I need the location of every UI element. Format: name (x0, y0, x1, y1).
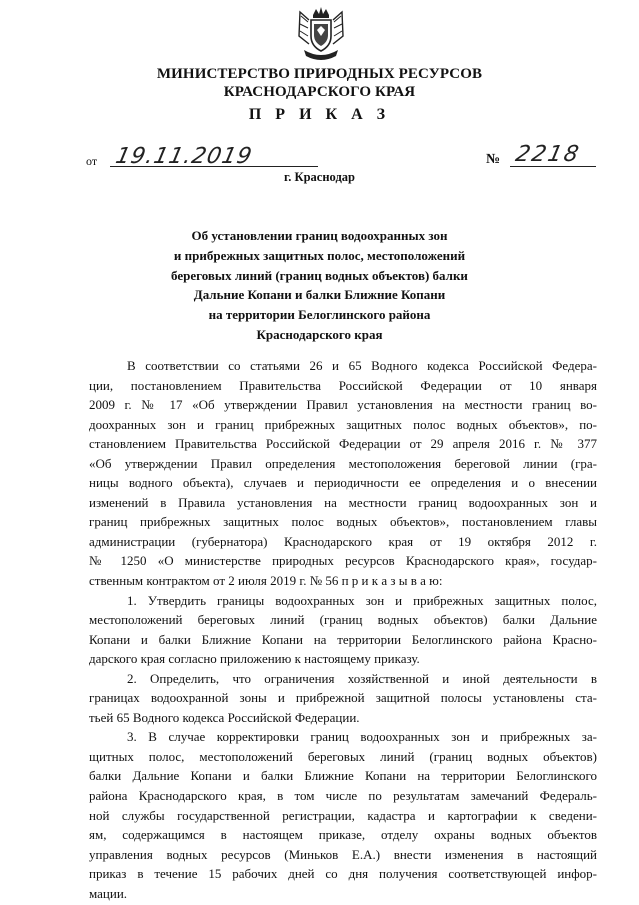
body-line: № 1250 «О министерстве природных ресурсов Краснодарского края», государ- (89, 553, 597, 569)
body-line: мации. (89, 885, 128, 901)
body-line: ции, постановлением Правительства Российской Федерации от 10 января (89, 377, 597, 393)
number-label: № (486, 152, 501, 167)
body-line: доохранных зон и границ прибрежных защитных полос водных объектов», по- (89, 416, 597, 432)
body-line: 2. Определить, что ограничения хозяйственной и иной деятельности в (127, 670, 597, 686)
ministry-name-line1: МИНИСТЕРСТВО ПРИРОДНЫХ РЕСУРСОВ (156, 66, 483, 82)
body-line: администрации (губернатора) Краснодарского края от 19 октября 2012 г. (89, 533, 597, 549)
city-name: г. Краснодар (284, 170, 355, 184)
body-line: становлением Правительства Российской Федерации от 29 апреля 2016 г. № 377 (89, 436, 597, 452)
body-line: района Краснодарского края, в том числе по результатам замечаний Федераль- (89, 788, 597, 804)
document-title (0, 226, 639, 345)
body-line: ственным контрактом от 2 июля 2019 г. № 56 п р и к а з ы в а ю: (89, 573, 443, 589)
body-line: тьей 65 Водного кодекса Российской Федерации. (89, 709, 360, 725)
body-line: ницы водного объекта), случаев и периодичности ее определения и о внесении (89, 475, 597, 491)
krasnodar-coat-of-arms-icon (296, 6, 346, 64)
title-line: Краснодарского края (256, 326, 383, 342)
body-line: «Об утверждении Правил определения местоположения береговой линии (гра- (89, 455, 597, 471)
document-type: П Р И К А З (248, 106, 391, 123)
body-line: приказ в течение 15 рабочих дней со дня получения соответствующей инфор- (89, 866, 597, 882)
title-line: и прибрежных защитных полос, местоположений (173, 247, 466, 263)
title-line: Об установлении границ водоохранных зон (191, 228, 448, 243)
ministry-name-line2: КРАСНОДАРСКОГО КРАЯ (223, 84, 416, 100)
body-line: управления водных ресурсов (Миньков Е.А.) внести изменения в настоящий (89, 846, 597, 862)
body-line: 2009 г. № 17 «Об утверждении Правил установления на местности границ во- (89, 397, 597, 413)
title-line: на территории Белоглинского района (208, 307, 431, 323)
body-line: В соответствии со статьями 26 и 65 Водного кодекса Российской Федера- (127, 358, 597, 373)
date-number-row (86, 142, 596, 170)
body-line: изменений в Правила установления на местности границ водоохранных зон и (89, 494, 597, 510)
document-body (89, 356, 597, 903)
body-line: дарского края согласно приложению к настоящему приказу. (89, 651, 420, 667)
body-line: 3. В случае корректировки границ водоохранных зон и прибрежных за- (127, 729, 597, 745)
title-line: Дальние Копани и балки Ближние Копани (193, 287, 446, 303)
body-line: местоположений береговых линий (границ водных объектов) балки Дальние (89, 612, 597, 628)
body-line: балки Дальние Копани и балки Ближние Копани на территории Белоглинского (89, 768, 597, 784)
date-value: 19.11.2019 (113, 144, 255, 169)
body-line: 1. Утвердить границы водоохранных зон и прибрежных защитных полос, (127, 592, 597, 608)
body-line: границах водоохранной зоны и прибрежной защитной полосы установлены ста- (89, 690, 597, 706)
body-line: границ прибрежных защитных полос водных объектов», постановлением главы (89, 514, 597, 530)
title-line: береговых линий (границ водных объектов) балки (171, 267, 468, 283)
body-line: Копани и балки Ближние Копани на территории Белоглинского района Красно- (89, 631, 597, 647)
number-value: 2218 (513, 142, 583, 167)
date-label: от (86, 154, 98, 168)
body-line: ной службы государственной регистрации, кадастра и картографии к сведени- (89, 807, 597, 823)
body-line: ям, содержащимся в настоящем приказе, отделу охраны водных объектов (89, 827, 597, 843)
body-line: щитных полос, местоположений береговых линий (границ водных объектов) (89, 748, 597, 764)
